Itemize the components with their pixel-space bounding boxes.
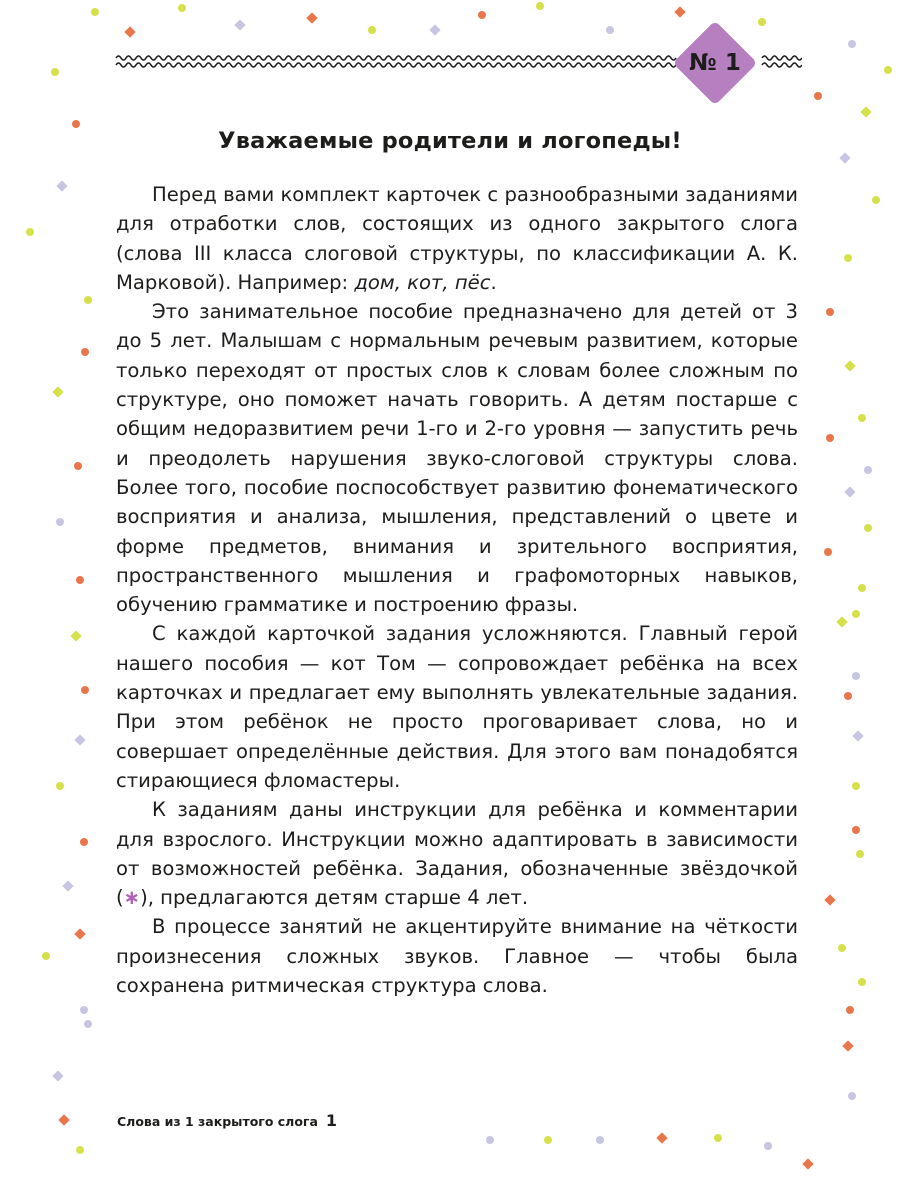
confetti-dot (80, 838, 88, 846)
paragraph-1 (116, 180, 798, 297)
confetti-dot (844, 360, 855, 371)
confetti-dot (848, 40, 856, 48)
paragraph-4-text: К заданиям даны инструкции для ребёнка и комментарии для взрослого. Инструкции можно адаптировать в зависимости от возможностей ребёнка. Задания, обозначенные звёздочкой ( (116, 798, 798, 910)
confetti-dot (76, 1146, 84, 1154)
confetti-dot (56, 518, 64, 526)
page-heading: Уважаемые родители и логопеды! (218, 128, 682, 154)
confetti-dot (872, 196, 880, 204)
confetti-dot (124, 26, 135, 37)
confetti-dot (846, 1006, 854, 1014)
confetti-dot (838, 944, 846, 952)
page-footer (117, 1111, 337, 1130)
confetti-dot (656, 1132, 667, 1143)
confetti-dot (844, 254, 852, 262)
confetti-dot (856, 850, 864, 858)
confetti-dot (839, 152, 850, 163)
confetti-dot (824, 894, 835, 905)
confetti-dot (52, 386, 63, 397)
confetti-dot (306, 12, 317, 23)
confetti-dot (824, 548, 832, 556)
confetti-dot (864, 524, 872, 532)
confetti-dot (544, 1136, 552, 1144)
confetti-dot (802, 1158, 813, 1169)
card-number-label: № 1 (689, 50, 741, 76)
paragraph-1-tail: . (490, 270, 497, 294)
confetti-dot (80, 1006, 88, 1014)
paragraph-1-text: Перед вами комплект карточек с разнообразными заданиями для отработки слов, состоящих из одного закрытого слога (слова III класса слоговой структуры, по классификации А. К. Марковой). Например: (116, 183, 798, 294)
confetti-dot (852, 782, 860, 790)
confetti-dot (234, 19, 245, 30)
confetti-dot (26, 228, 34, 236)
confetti-dot (844, 486, 855, 497)
confetti-dot (674, 6, 685, 17)
confetti-dot (51, 68, 59, 76)
confetti-dot (486, 1136, 494, 1144)
confetti-dot (536, 2, 544, 10)
confetti-dot (826, 308, 834, 316)
confetti-dot (52, 1070, 63, 1081)
footer-title: Слова из 1 закрытого слога (117, 1114, 318, 1129)
confetti-dot (429, 24, 440, 35)
confetti-dot (852, 610, 860, 618)
confetti-dot (81, 348, 89, 356)
confetti-dot (758, 18, 766, 26)
confetti-dot (858, 584, 866, 592)
confetti-dot (56, 782, 64, 790)
confetti-dot (764, 1142, 772, 1150)
confetti-dot (606, 26, 614, 34)
paragraph-3: С каждой карточкой задания усложняются. Главный герой нашего пособия — кот Том — сопровождает ребёнка на всех карточках и предлагает ему выполнять увлекательные задания. При этом ребёнок не просто проговаривает слова, но и совершает определённые действия. Для этого вам понадобятся стирающиеся фломастеры. (116, 622, 798, 792)
confetti-dot (76, 576, 84, 584)
confetti-dot (848, 1092, 856, 1100)
confetti-dot (62, 880, 73, 891)
confetti-dot (852, 672, 860, 680)
confetti-dot (84, 1020, 92, 1028)
paragraph-4 (116, 795, 798, 912)
confetti-dot (91, 8, 99, 16)
paragraph-4-tail: ), предлагаются детям старше 4 лет. (140, 886, 529, 910)
confetti-dot (81, 686, 89, 694)
confetti-dot (70, 630, 81, 641)
asterisk-icon: ∗ (123, 886, 141, 910)
confetti-dot (714, 1134, 722, 1142)
card-number-badge (672, 20, 758, 106)
confetti-dot (42, 952, 50, 960)
confetti-dot (74, 928, 85, 939)
confetti-dot (858, 414, 866, 422)
confetti-dot (852, 730, 863, 741)
page-number: 1 (325, 1111, 338, 1130)
confetti-dot (864, 466, 872, 474)
confetti-dot (596, 1136, 604, 1144)
body-text (116, 180, 798, 1000)
confetti-dot (836, 616, 847, 627)
confetti-dot (814, 92, 822, 100)
confetti-dot (178, 4, 186, 12)
confetti-dot (368, 26, 376, 34)
paragraph-5: В процессе занятий не акцентируйте внимание на чёткости произнесения сложных звуков. Главное — чтобы была сохранена ритмическая структура слова. (116, 915, 798, 998)
confetti-dot (56, 180, 67, 191)
confetti-dot (478, 11, 486, 19)
confetti-dot (844, 692, 852, 700)
confetti-dot (852, 826, 860, 834)
confetti-dot (860, 106, 871, 117)
confetti-dot (58, 1114, 69, 1125)
paragraph-2: Это занимательное пособие предназначено для детей от 3 до 5 лет. Малышам с нормальным речевым развитием, которые только переходят от простых слов к словам более сложным по структуре, оно поможет начать говорить. А детям постарше с общим недоразвитием речи 1-го и 2-го уровня — запустить речь и преодолеть нарушения звуко-слоговой структуры слова. Более того, пособие поспособствует развитию фонематического восприятия и анализа, мышления, представлений о цвете и форме предметов, внимания и зрительного восприятия, пространственного мышления и графомоторных навыков, обучению грамматике и построению фразы. (116, 300, 798, 617)
confetti-dot (72, 120, 80, 128)
confetti-dot (84, 296, 92, 304)
confetti-dot (74, 734, 85, 745)
confetti-dot (74, 462, 82, 470)
confetti-dot (842, 1040, 853, 1051)
confetti-dot (884, 66, 892, 74)
example-words: дом, кот, пёс (354, 270, 491, 294)
confetti-dot (826, 434, 834, 442)
confetti-dot (858, 978, 866, 986)
